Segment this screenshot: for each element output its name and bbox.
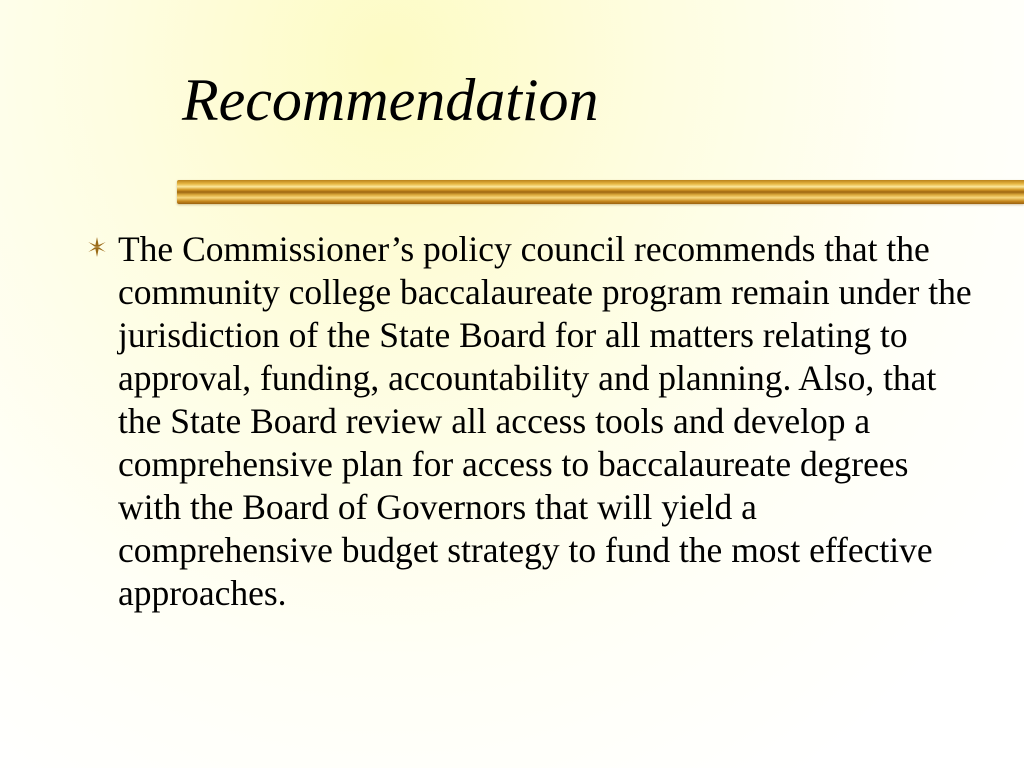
bullet-text: The Commissioner’s policy council recommends that the community college baccalaureate program remain under the jurisdiction of the State Board for all matters relating to approval, funding, accountability and planning. Also, that the State Board review all access tools and develop a comprehensive plan for access to baccalaureate degrees with the Board of Governors that will yield a comprehensive budget strategy to fund the most effective approaches. xyxy=(118,229,972,613)
slide-title: Recommendation xyxy=(182,67,599,133)
title-underline-bar xyxy=(177,180,1024,204)
star-bullet-icon xyxy=(86,236,108,258)
